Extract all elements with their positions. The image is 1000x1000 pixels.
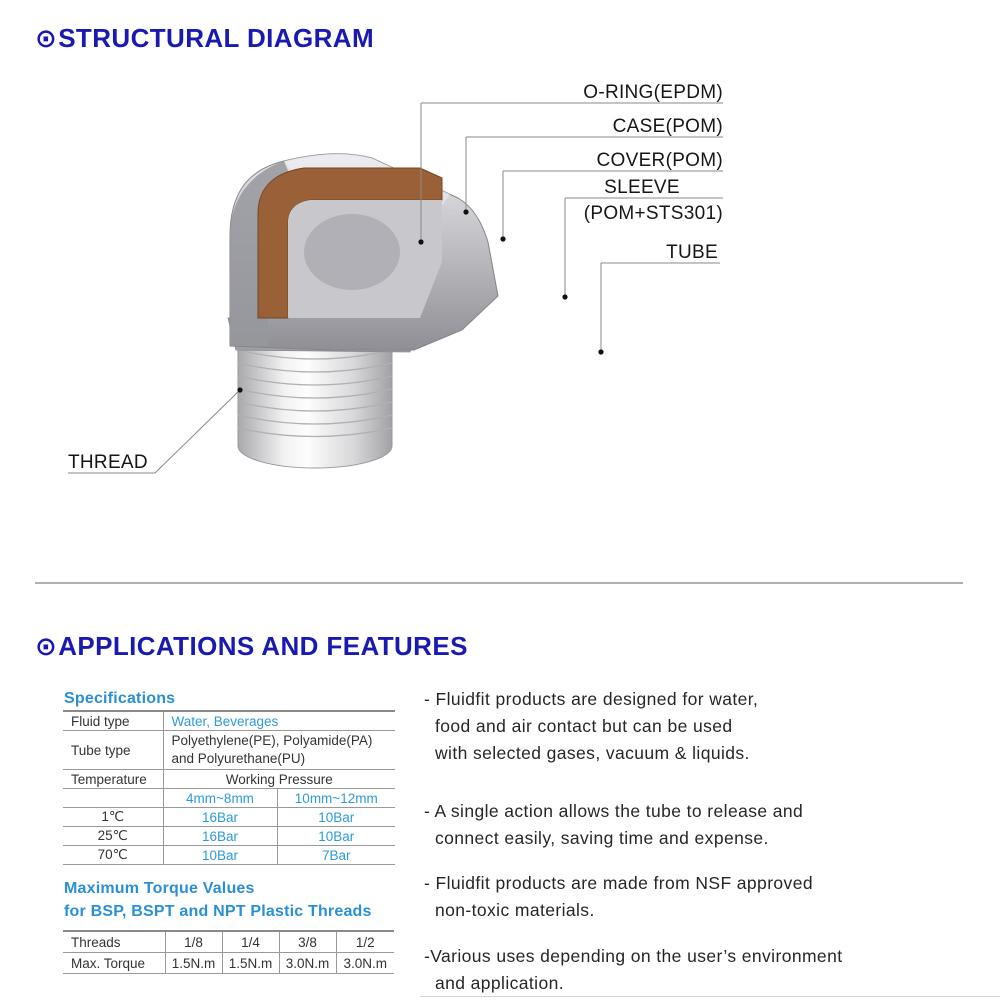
feature-line: - A single action allows the tube to release and — [424, 801, 804, 821]
torque-title-line2: for BSP, BSPT and NPT Plastic Threads — [64, 903, 372, 920]
feature-item — [424, 798, 984, 852]
specifications-table — [63, 710, 395, 865]
label-sleeve-line2: (POM+STS301) — [583, 203, 723, 224]
features-list — [424, 686, 984, 997]
section-title-text: STRUCTURAL DIAGRAM — [58, 23, 374, 54]
tube-type-line2: and Polyurethane(PU) — [171, 751, 306, 766]
tube-type-line1: Polyethylene(PE), Polyamide(PA) — [171, 733, 373, 748]
table-row — [63, 827, 395, 846]
label-tube: TUBE — [666, 242, 718, 263]
structural-diagram — [30, 55, 760, 525]
cell-max-torque-label: Max. Torque — [63, 953, 165, 974]
feature-item — [424, 870, 984, 924]
cell-size: 1/2 — [336, 931, 394, 953]
feature-item — [424, 686, 984, 767]
feature-line: - Fluidfit products are designed for water, — [424, 689, 759, 709]
cell-size: 3/8 — [279, 931, 336, 953]
cell-pressure: 10Bar — [277, 808, 395, 827]
table-row — [63, 711, 395, 731]
section-divider — [35, 582, 963, 584]
cell-fluid-type-value: Water, Beverages — [163, 711, 395, 731]
feature-line: non-toxic materials. — [435, 900, 595, 920]
cell-threads-label: Threads — [63, 931, 165, 953]
cell-empty — [63, 789, 163, 808]
cell-torque: 1.5N.m — [222, 953, 279, 974]
cell-pressure: 16Bar — [163, 827, 277, 846]
torque-title — [64, 877, 372, 923]
label-oring: O-RING(EPDM) — [583, 82, 723, 103]
cell-size-col2: 10mm~12mm — [277, 789, 395, 808]
cell-temp: 1℃ — [63, 808, 163, 827]
cell-temperature-label: Temperature — [63, 770, 163, 789]
table-row — [63, 770, 395, 789]
table-row — [63, 731, 395, 770]
section-title-structural-diagram — [35, 23, 374, 54]
label-sleeve-line1: SLEEVE — [604, 177, 680, 198]
table-row — [63, 931, 394, 953]
cutaway-elbow — [258, 168, 442, 318]
label-thread: THREAD — [68, 452, 148, 473]
table-row — [63, 846, 395, 865]
torque-table — [63, 930, 394, 974]
label-case: CASE(POM) — [612, 116, 723, 137]
table-row — [63, 808, 395, 827]
torque-title-line1: Maximum Torque Values — [64, 880, 255, 897]
cell-pressure: 10Bar — [277, 827, 395, 846]
section-title-text: APPLICATIONS AND FEATURES — [58, 631, 468, 662]
bottom-divider — [420, 996, 1000, 997]
cell-size-col1: 4mm~8mm — [163, 789, 277, 808]
thread-part — [238, 336, 392, 468]
cell-fluid-type-label: Fluid type — [63, 711, 163, 731]
cell-temp: 25℃ — [63, 827, 163, 846]
cell-torque: 1.5N.m — [165, 953, 222, 974]
table-row — [63, 953, 394, 974]
cell-size: 1/8 — [165, 931, 222, 953]
specifications-title: Specifications — [64, 690, 176, 707]
feature-item — [424, 943, 984, 997]
table-row — [63, 789, 395, 808]
cell-torque: 3.0N.m — [279, 953, 336, 974]
cell-torque: 3.0N.m — [336, 953, 394, 974]
cell-temp: 70℃ — [63, 846, 163, 865]
cell-size: 1/4 — [222, 931, 279, 953]
section-title-applications — [35, 631, 468, 662]
cell-tube-type-label: Tube type — [63, 731, 163, 770]
cell-pressure: 7Bar — [277, 846, 395, 865]
section-bullet-icon: ⊙ — [35, 632, 58, 663]
feature-line: and application. — [435, 973, 564, 993]
section-bullet-icon: ⊙ — [35, 24, 58, 55]
feature-line: - Fluidfit products are made from NSF approved — [424, 873, 813, 893]
cell-tube-type-value — [163, 731, 395, 770]
cell-pressure: 16Bar — [163, 808, 277, 827]
feature-line: -Various uses depending on the user’s environment — [424, 946, 843, 966]
cell-working-pressure: Working Pressure — [163, 770, 395, 789]
feature-line: connect easily, saving time and expense. — [435, 828, 769, 848]
label-cover: COVER(POM) — [596, 150, 723, 171]
feature-line: with selected gases, vacuum & liquids. — [435, 743, 750, 763]
cell-pressure: 10Bar — [163, 846, 277, 865]
feature-line: food and air contact but can be used — [435, 716, 733, 736]
